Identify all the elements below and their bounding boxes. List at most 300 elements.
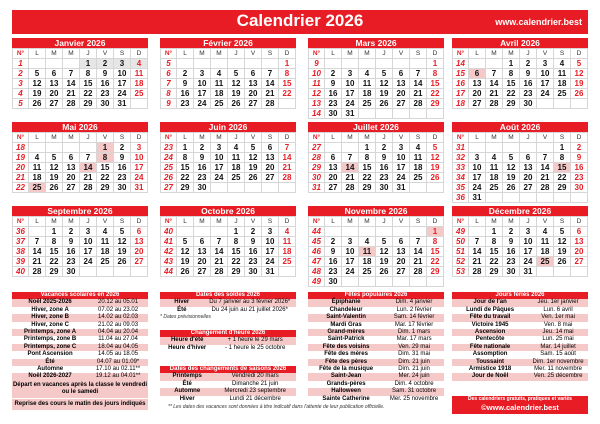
info-row xyxy=(308,381,444,388)
day-cell: 8 xyxy=(279,69,296,79)
info-value: Mer. 24 juin xyxy=(398,373,430,380)
info-row xyxy=(308,344,444,351)
day-cell: 31 xyxy=(393,183,410,193)
month-calendar xyxy=(308,38,444,119)
sales-title: Dates des soldes 2026 xyxy=(160,292,296,299)
info-row xyxy=(452,351,588,358)
day-cell: 17 xyxy=(469,173,486,183)
day-cell: 1 xyxy=(427,59,444,69)
day-cell: 4 xyxy=(537,227,554,237)
day-cell: 5 xyxy=(114,227,131,237)
day-name: M xyxy=(486,217,503,227)
info-label: Automne xyxy=(37,366,64,373)
week-number: 14 xyxy=(453,59,469,69)
day-cell: 30 xyxy=(376,183,393,193)
day-cell: 16 xyxy=(325,89,342,99)
month-title: Août 2026 xyxy=(452,122,588,132)
month-calendar xyxy=(452,206,588,277)
day-cell: 5 xyxy=(245,143,262,153)
day-cell: 4 xyxy=(97,227,114,237)
info-row xyxy=(12,307,148,314)
day-cell: 2 xyxy=(63,227,80,237)
day-cell xyxy=(554,193,571,203)
day-cell: 20 xyxy=(63,173,80,183)
day-name: S xyxy=(554,133,571,143)
day-name: J xyxy=(520,217,537,227)
week-number: 33 xyxy=(453,163,469,173)
week-number: 13 xyxy=(309,99,325,109)
month-title: Juin 2026 xyxy=(160,122,296,132)
day-cell: 27 xyxy=(520,183,537,193)
info-row xyxy=(452,366,588,373)
day-cell: 23 xyxy=(177,99,194,109)
info-value: 19.12 au 04.01** xyxy=(95,373,141,380)
month-calendar xyxy=(308,206,444,287)
day-name: L xyxy=(325,133,342,143)
day-name: N° xyxy=(13,49,29,59)
day-cell: 9 xyxy=(503,237,520,247)
day-cell: 7 xyxy=(537,153,554,163)
day-cell: 17 xyxy=(342,257,359,267)
info-value: Mer. 11 novembre xyxy=(534,366,583,373)
day-cell: 15 xyxy=(279,79,296,89)
day-cell: 26 xyxy=(228,99,245,109)
day-cell: 22 xyxy=(427,89,444,99)
day-cell: 14 xyxy=(410,79,427,89)
day-name: L xyxy=(325,217,342,227)
info-label: Chandeleur xyxy=(329,306,363,313)
day-name: D xyxy=(571,217,588,227)
day-cell xyxy=(211,59,228,69)
day-cell: 5 xyxy=(376,69,393,79)
day-cell xyxy=(537,267,554,277)
week-number: 46 xyxy=(309,247,325,257)
day-cell: 13 xyxy=(393,79,410,89)
info-row xyxy=(452,322,588,329)
day-cell: 17 xyxy=(211,163,228,173)
day-cell: 25 xyxy=(279,257,296,267)
week-number: 17 xyxy=(453,89,469,99)
day-cell xyxy=(520,193,537,203)
day-cell: 24 xyxy=(537,89,554,99)
day-cell: 16 xyxy=(114,163,131,173)
day-cell: 28 xyxy=(410,267,427,277)
day-cell: 6 xyxy=(46,69,63,79)
info-label: Victoire 1945 xyxy=(471,321,509,328)
day-cell: 18 xyxy=(211,89,228,99)
info-label: Jour de l'an xyxy=(473,299,507,306)
day-cell: 24 xyxy=(114,89,131,99)
info-value: Lun. 25 mai xyxy=(542,336,574,343)
day-cell: 10 xyxy=(194,79,211,89)
day-cell: 4 xyxy=(29,153,46,163)
info-value: Ven. 29 mai xyxy=(398,343,430,350)
day-cell: 13 xyxy=(245,79,262,89)
day-cell: 10 xyxy=(114,69,131,79)
day-cell: 26 xyxy=(46,183,63,193)
day-name: M xyxy=(211,217,228,227)
info-value: Mercredi 23 septembre xyxy=(224,388,287,395)
day-name: M xyxy=(46,217,63,227)
day-cell: 9 xyxy=(325,247,342,257)
day-cell xyxy=(427,109,444,119)
week-number: 49 xyxy=(309,277,325,287)
footer-site[interactable]: ©www.calendrier.best xyxy=(481,403,559,412)
footer-tagline: Des calendriers gratuits, pratiques et variés xyxy=(468,396,572,402)
week-number: 51 xyxy=(453,247,469,257)
day-cell: 2 xyxy=(571,143,588,153)
day-name: D xyxy=(279,49,296,59)
day-cell: 10 xyxy=(262,237,279,247)
day-cell: 26 xyxy=(177,267,194,277)
day-cell: 9 xyxy=(245,237,262,247)
day-cell: 15 xyxy=(228,247,245,257)
day-cell: 22 xyxy=(503,89,520,99)
day-cell: 7 xyxy=(63,69,80,79)
day-cell: 23 xyxy=(97,89,114,99)
day-cell xyxy=(29,59,46,69)
day-cell: 30 xyxy=(97,99,114,109)
week-number: 10 xyxy=(309,69,325,79)
day-cell: 24 xyxy=(393,173,410,183)
week-number: 3 xyxy=(13,79,29,89)
day-cell: 9 xyxy=(571,153,588,163)
day-cell xyxy=(131,267,148,277)
day-name: D xyxy=(427,49,444,59)
info-value: Jeu. 14 mai xyxy=(542,329,574,336)
week-number: 15 xyxy=(453,69,469,79)
day-cell: 25 xyxy=(211,99,228,109)
info-value: Dim. 1er novembre xyxy=(532,358,584,365)
day-cell: 15 xyxy=(503,79,520,89)
info-value: Sam. 15 août xyxy=(540,351,576,358)
day-cell: 28 xyxy=(279,173,296,183)
day-cell: 5 xyxy=(503,153,520,163)
day-cell: 11 xyxy=(211,79,228,89)
week-number: 21 xyxy=(13,173,29,183)
day-cell: 3 xyxy=(80,227,97,237)
day-cell: 24 xyxy=(131,173,148,183)
day-cell xyxy=(262,183,279,193)
week-number: 26 xyxy=(161,173,177,183)
week-number: 48 xyxy=(309,267,325,277)
day-cell: 15 xyxy=(427,247,444,257)
week-number: 27 xyxy=(309,143,325,153)
week-number: 41 xyxy=(161,237,177,247)
day-cell: 20 xyxy=(325,173,342,183)
info-label: Printemps, zone C xyxy=(23,343,77,350)
site-link[interactable]: www.calendrier.best xyxy=(495,17,582,27)
day-cell: 20 xyxy=(262,163,279,173)
day-cell xyxy=(410,277,427,287)
day-cell xyxy=(342,59,359,69)
info-label: Printemps, zone A xyxy=(24,329,77,336)
info-value: Mar. 17 février xyxy=(394,321,434,328)
day-cell: 16 xyxy=(520,79,537,89)
day-cell: 29 xyxy=(46,267,63,277)
info-value: Dim. 31 mai xyxy=(398,351,431,358)
day-cell: 7 xyxy=(410,69,427,79)
day-cell: 15 xyxy=(46,247,63,257)
info-value: Mar. 17 mars xyxy=(396,336,432,343)
info-label: Heure d'été xyxy=(170,337,204,344)
day-cell xyxy=(29,227,46,237)
day-cell: 19 xyxy=(177,257,194,267)
school-holidays-box xyxy=(12,292,148,410)
day-name: L xyxy=(469,133,486,143)
week-number: 23 xyxy=(161,143,177,153)
day-cell xyxy=(427,277,444,287)
day-cell xyxy=(63,143,80,153)
info-value: 14.05 au 18.05 xyxy=(98,351,139,358)
day-cell: 19 xyxy=(376,257,393,267)
info-value: Lun. 2 février xyxy=(396,306,432,313)
info-label: Automne xyxy=(174,388,201,395)
day-cell xyxy=(410,183,427,193)
day-cell: 28 xyxy=(410,99,427,109)
day-cell: 15 xyxy=(97,163,114,173)
month-calendar xyxy=(12,38,148,109)
info-row xyxy=(160,345,296,352)
day-cell xyxy=(325,59,342,69)
day-name: L xyxy=(29,49,46,59)
info-value: 14.02 au 02.03 xyxy=(98,314,139,321)
info-label: Sainte Catherine xyxy=(322,395,370,402)
info-value: Du 24 juin au 21 juillet 2026* xyxy=(211,306,288,313)
day-cell xyxy=(469,227,486,237)
day-cell: 8 xyxy=(503,69,520,79)
day-cell: 21 xyxy=(469,257,486,267)
info-row xyxy=(12,366,148,373)
week-number: 53 xyxy=(453,267,469,277)
day-cell: 27 xyxy=(194,267,211,277)
month-title: Novembre 2026 xyxy=(308,206,444,216)
day-cell: 4 xyxy=(279,227,296,237)
day-cell: 29 xyxy=(427,99,444,109)
day-cell: 3 xyxy=(393,143,410,153)
time-change-title: Changement d'heure 2026 xyxy=(160,330,296,337)
week-number: 8 xyxy=(161,89,177,99)
day-cell: 7 xyxy=(342,153,359,163)
day-cell: 6 xyxy=(245,69,262,79)
week-number: 4 xyxy=(13,89,29,99)
day-cell xyxy=(262,59,279,69)
day-cell: 9 xyxy=(114,153,131,163)
day-cell: 26 xyxy=(376,267,393,277)
day-name: S xyxy=(114,49,131,59)
day-cell: 1 xyxy=(228,227,245,237)
info-value: Dim. 4 janvier xyxy=(395,299,433,306)
day-cell: 1 xyxy=(554,143,571,153)
day-cell: 11 xyxy=(537,237,554,247)
day-name: J xyxy=(520,49,537,59)
day-cell xyxy=(376,59,393,69)
day-cell: 5 xyxy=(376,237,393,247)
time-change-box xyxy=(160,330,296,352)
day-cell: 12 xyxy=(376,79,393,89)
day-cell: 20 xyxy=(245,89,262,99)
day-cell xyxy=(46,143,63,153)
sales-note: * Dates prévisionnelles xyxy=(160,314,211,321)
day-cell: 6 xyxy=(262,143,279,153)
day-cell: 21 xyxy=(537,173,554,183)
day-cell xyxy=(359,277,376,287)
info-value: 11.04 au 27.04 xyxy=(98,336,138,343)
day-cell: 8 xyxy=(80,69,97,79)
day-cell: 4 xyxy=(359,69,376,79)
day-cell: 29 xyxy=(554,183,571,193)
info-row xyxy=(452,344,588,351)
day-name: N° xyxy=(453,133,469,143)
week-number: 18 xyxy=(13,143,29,153)
resume-note: Reprise des cours le matin des jours indiqués xyxy=(12,399,148,410)
day-cell: 26 xyxy=(245,173,262,183)
week-number: 12 xyxy=(309,89,325,99)
day-cell: 19 xyxy=(46,173,63,183)
info-label: Fête nationale xyxy=(469,343,511,350)
day-cell: 22 xyxy=(46,257,63,267)
month-calendar xyxy=(160,122,296,193)
day-cell xyxy=(80,143,97,153)
day-cell: 18 xyxy=(29,173,46,183)
day-cell: 13 xyxy=(571,237,588,247)
info-label: Printemps xyxy=(172,373,202,380)
day-cell: 29 xyxy=(503,99,520,109)
info-row xyxy=(308,373,444,380)
day-cell: 25 xyxy=(359,267,376,277)
day-cell xyxy=(245,183,262,193)
day-name: N° xyxy=(309,133,325,143)
day-cell: 15 xyxy=(486,247,503,257)
day-cell: 29 xyxy=(359,183,376,193)
day-cell: 8 xyxy=(177,153,194,163)
day-cell: 18 xyxy=(537,247,554,257)
info-value: Ven. 1er mai xyxy=(541,314,575,321)
day-cell: 12 xyxy=(245,153,262,163)
week-number: 28 xyxy=(309,153,325,163)
day-name: M xyxy=(211,133,228,143)
day-cell: 31 xyxy=(342,109,359,119)
day-cell: 9 xyxy=(97,69,114,79)
week-number: 37 xyxy=(13,237,29,247)
day-cell: 1 xyxy=(427,227,444,237)
info-row xyxy=(160,396,296,403)
page-title: Calendrier 2026 xyxy=(236,11,364,30)
week-number: 2 xyxy=(13,69,29,79)
day-cell: 1 xyxy=(177,143,194,153)
day-cell: 31 xyxy=(114,99,131,109)
info-value: 20.12 au 05.01 xyxy=(98,299,139,306)
day-cell xyxy=(228,183,245,193)
day-cell xyxy=(211,227,228,237)
day-cell xyxy=(279,99,296,109)
day-cell: 2 xyxy=(325,69,342,79)
day-cell: 27 xyxy=(245,99,262,109)
day-cell: 30 xyxy=(194,183,211,193)
day-cell: 27 xyxy=(325,183,342,193)
day-cell xyxy=(486,59,503,69)
day-cell: 18 xyxy=(279,247,296,257)
day-cell: 3 xyxy=(537,59,554,69)
month-title: Décembre 2026 xyxy=(452,206,588,216)
day-cell: 8 xyxy=(554,153,571,163)
day-cell: 17 xyxy=(393,163,410,173)
day-cell: 21 xyxy=(63,89,80,99)
week-number: 31 xyxy=(453,143,469,153)
day-cell xyxy=(245,59,262,69)
week-number: 39 xyxy=(13,257,29,267)
day-cell: 13 xyxy=(520,163,537,173)
day-cell: 28 xyxy=(211,267,228,277)
day-cell: 26 xyxy=(427,173,444,183)
day-cell: 4 xyxy=(359,237,376,247)
info-label: Fête des pères xyxy=(325,358,368,365)
day-name: V xyxy=(537,133,554,143)
day-cell: 23 xyxy=(571,173,588,183)
info-row xyxy=(308,336,444,343)
day-name: J xyxy=(228,133,245,143)
info-value: Jeu. 1er janvier xyxy=(537,299,579,306)
day-cell: 22 xyxy=(177,173,194,183)
day-cell xyxy=(131,99,148,109)
info-row xyxy=(452,329,588,336)
day-cell xyxy=(410,109,427,119)
day-cell: 24 xyxy=(520,257,537,267)
day-cell: 29 xyxy=(177,183,194,193)
day-name: M xyxy=(211,49,228,59)
day-cell: 13 xyxy=(325,163,342,173)
info-label: Grand-mères xyxy=(327,329,365,336)
day-cell: 6 xyxy=(520,153,537,163)
day-cell: 20 xyxy=(520,173,537,183)
day-cell: 14 xyxy=(279,153,296,163)
day-cell: 23 xyxy=(376,173,393,183)
day-cell: 21 xyxy=(262,89,279,99)
day-cell: 4 xyxy=(554,59,571,69)
month-calendar xyxy=(160,38,296,109)
day-cell xyxy=(537,143,554,153)
day-cell: 25 xyxy=(537,257,554,267)
day-cell: 26 xyxy=(114,257,131,267)
day-cell: 22 xyxy=(97,173,114,183)
day-cell: 11 xyxy=(359,79,376,89)
day-name: D xyxy=(427,217,444,227)
day-name: L xyxy=(469,49,486,59)
day-cell: 16 xyxy=(177,89,194,99)
day-cell: 20 xyxy=(571,247,588,257)
info-value: 21.02 au 09.03 xyxy=(98,321,139,328)
footnote: ** Les dates des vacances sont données à titre indicatif dans l'attente de leur publication officielle. xyxy=(168,404,385,410)
day-cell xyxy=(410,59,427,69)
day-name: N° xyxy=(309,49,325,59)
day-cell: 17 xyxy=(131,163,148,173)
day-cell: 1 xyxy=(46,227,63,237)
info-label: Mardi Gras xyxy=(330,321,362,328)
popular-holidays-title: Fêtes populaires 2026 xyxy=(308,292,444,299)
day-name: D xyxy=(279,217,296,227)
day-cell: 2 xyxy=(177,69,194,79)
day-name: J xyxy=(376,217,393,227)
info-label: Saint-Jean xyxy=(330,373,362,380)
day-cell: 8 xyxy=(359,153,376,163)
day-cell: 27 xyxy=(131,257,148,267)
info-label: Saint-Patrick xyxy=(327,336,365,343)
day-cell xyxy=(503,193,520,203)
day-cell: 3 xyxy=(131,143,148,153)
day-cell: 2 xyxy=(503,227,520,237)
day-cell: 7 xyxy=(262,69,279,79)
day-cell: 11 xyxy=(279,237,296,247)
